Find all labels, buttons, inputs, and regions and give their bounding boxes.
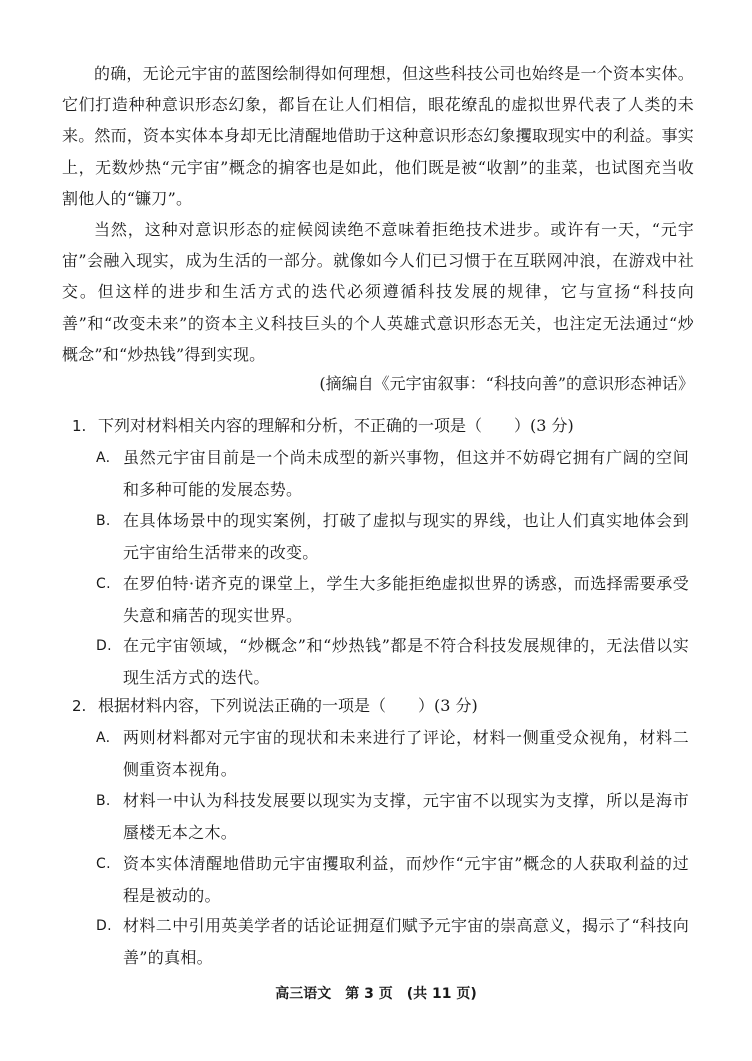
passage-paragraph-2: 当然，这种对意识形态的症候阅读绝不意味着拒绝技术进步。或许有一天，“元宇宙”会融入现实，成为生活的一部分。就像如今人们已习惯于在互联网冲浪，在游戏中社交。但这样的进步和生活方式的迭代必须遵循科技发展的规律，它与宣扬“科技向善”和“改变未来”的资本主义科技巨头的个人英雄式意识形态无关，也注定无法通过“炒概念”和“炒热钱”得到实现。 bbox=[62, 220, 694, 364]
option-text: 两则材料都对元宇宙的现状和未来进行了评论，材料一侧重受众视角，材料二侧重资本视角。 bbox=[123, 728, 689, 779]
question-number: 1. bbox=[72, 417, 87, 435]
option-text: 材料一中认为科技发展要以现实为支撑，元宇宙不以现实为支撑，所以是海市蜃楼无本之木。 bbox=[123, 791, 689, 842]
option-text: 在具体场景中的现实案例，打破了虚拟与现实的界线，也让人们真实地体会到元宇宙给生活带来的改变。 bbox=[123, 511, 689, 562]
option-letter: D. bbox=[96, 918, 112, 934]
question-stem: 下列对材料相关内容的理解和分析，不正确的一项是（ ）(3 分) bbox=[98, 416, 574, 435]
option-letter: A. bbox=[96, 450, 111, 466]
option-text: 材料二中引用英美学者的话论证拥趸们赋予元宇宙的崇高意义，揭示了“科技向善”的真相。 bbox=[123, 916, 689, 967]
option-letter: C. bbox=[96, 576, 111, 592]
option-text: 在元宇宙领域，“炒概念”和“炒热钱”都是不符合科技发展规律的，无法借以实现生活方式的迭代。 bbox=[123, 636, 689, 687]
passage-paragraph-1: 的确，无论元宇宙的蓝图绘制得如何理想，但这些科技公司也始终是一个资本实体。它们打造种种意识形态幻象，都旨在让人们相信，眼花缭乱的虚拟世界代表了人类的未来。然而，资本实体本身却无比清醒地借助于这种意识形态幻象攫取现实中的利益。事实上，无数炒热“元宇宙”概念的掮客也是如此，他们既是被“收割”的韭菜，也试图充当收割他人的“镰刀”。 bbox=[62, 64, 694, 208]
option-text: 在罗伯特·诺齐克的课堂上，学生大多能拒绝虚拟世界的诱惑，而选择需要承受失意和痛苦的现实世界。 bbox=[123, 574, 689, 625]
option-letter: D. bbox=[96, 638, 112, 654]
option-letter: A. bbox=[96, 730, 111, 746]
option-text: 资本实体清醒地借助元宇宙攫取利益，而炒作“元宇宙”概念的人获取利益的过程是被动的。 bbox=[123, 854, 689, 905]
option-text: 虽然元宇宙目前是一个尚未成型的新兴事物，但这并不妨碍它拥有广阔的空间和多种可能的发展态势。 bbox=[123, 448, 689, 499]
passage-source-citation: (摘编自《元宇宙叙事：“科技向善”的意识形态神话》 bbox=[319, 374, 694, 393]
question-stem: 根据材料内容，下列说法正确的一项是（ ）(3 分) bbox=[98, 696, 478, 715]
option-letter: B. bbox=[96, 793, 111, 809]
question-number: 2. bbox=[72, 697, 87, 715]
page-footer: 高三语文 第 3 页 (共 11 页) bbox=[275, 986, 477, 1002]
option-letter: C. bbox=[96, 856, 111, 872]
option-letter: B. bbox=[96, 513, 111, 529]
